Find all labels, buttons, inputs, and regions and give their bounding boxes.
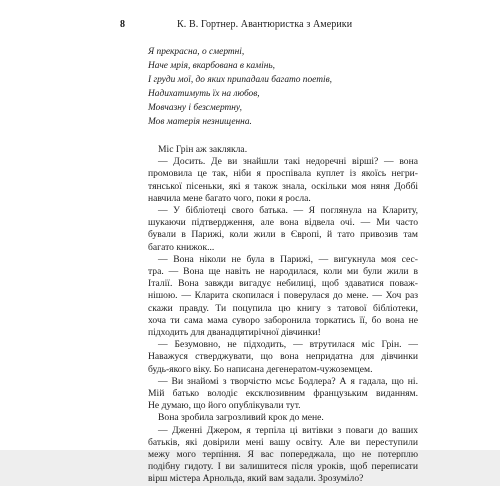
text-line: підходить для дванадцятирічної дівчинки! — [148, 327, 321, 339]
text-line: нішою. — Кларита скопилася і поверулася до мене. — Хоч раз — [148, 290, 418, 302]
text-line: Мій батько володіє ексклюзивним французьким виданням. — [148, 388, 418, 400]
text-line: Не думаю, що його опублікували тут. — [148, 400, 301, 412]
page-number: 8 — [120, 19, 125, 30]
text-line: навчила мене багато чого, поки я росла. — [148, 192, 311, 204]
text-line: батьків, які довірили мені вашу освіту. Але ви переступили — [148, 436, 418, 448]
poem-line: Я прекрасна, о смертні, — [148, 47, 245, 57]
text-line: межу мого терпіння. Я вас попереджала, що не потерплю — [148, 449, 418, 461]
text-line: тра. — Вона ще навіть не народилася, коли ми були жили в — [148, 266, 418, 278]
text-line: вірш містера Арнольда, який вам задали. Зрозуміло? — [148, 473, 364, 485]
text-line: — Дженні Джером, я терпіла ці витівки з поваги до ваших — [158, 424, 418, 436]
text-line: скажи правду. Ти поцупила цю книгу з татової бібліотеки, — [148, 302, 418, 314]
page-header — [120, 19, 420, 33]
text-line: — Досить. Де ви знайшли такі недоречні вірші? — вона — [158, 156, 418, 168]
poem-line: Надихатимуть їх на любов, — [148, 88, 260, 99]
poem-line: Мов матерія незнищенна. — [148, 116, 252, 127]
text-line: — Вона ніколи не була в Парижі, — вигукнула моя сес- — [158, 253, 418, 265]
text-line: тянської пісеньки, які я також знала, оскільки моя няня Доббі — [148, 180, 418, 192]
text-line: багато книжок... — [148, 241, 215, 253]
text-line: шукаючи підтвердження, але вона відвела очі. — Ми часто — [148, 217, 418, 229]
text-line: Міс Грін аж заклякла. — [158, 144, 248, 155]
text-line: Італії. Вона завжди вигадує небилиці, щоб здаватися поваж- — [148, 278, 418, 290]
text-line: — У бібліотеці свого батька. — Я поглянула на Клариту, — [158, 205, 418, 217]
text-line: бували в Парижі, коли жили в Європі, й тато привозив там — [148, 229, 418, 241]
running-title: К. В. Гортнер. Авантюристка з Америки — [177, 19, 353, 30]
text-line: — Ви знайомі з творчістю мсьє Бодлера? А я гадала, що ні. — [158, 375, 418, 387]
poem-line: Мовчазну і безсмертну, — [148, 102, 242, 113]
text-line: Вона зробила загрозливий крок до мене. — [158, 412, 324, 424]
poem-line: І груди мої, до яких припадали багато поетів, — [148, 74, 333, 85]
text-line: хоча ти сама мама суворо заборонила торкатись її, бо вона не — [148, 314, 418, 326]
text-line: промовила це так, ніби я проспівала куплет із якоїсь негри- — [148, 168, 418, 180]
text-line: — Безумовно, не підходить, — втрутилася міс Грін. — — [158, 339, 418, 351]
poem-epigraph — [148, 46, 332, 129]
body-text — [148, 144, 418, 486]
text-line: будь-якого віку. Бо написана дегенератом-чужоземцем. — [148, 363, 373, 375]
text-line: Наважуся стверджувати, що вона непридатна для дівчинки — [148, 351, 418, 363]
poem-line: Наче мрія, вкарбована в камінь, — [148, 60, 275, 71]
text-line: подібну гидоту. І ви залишитеся після уроків, щоб переписати — [148, 461, 418, 473]
